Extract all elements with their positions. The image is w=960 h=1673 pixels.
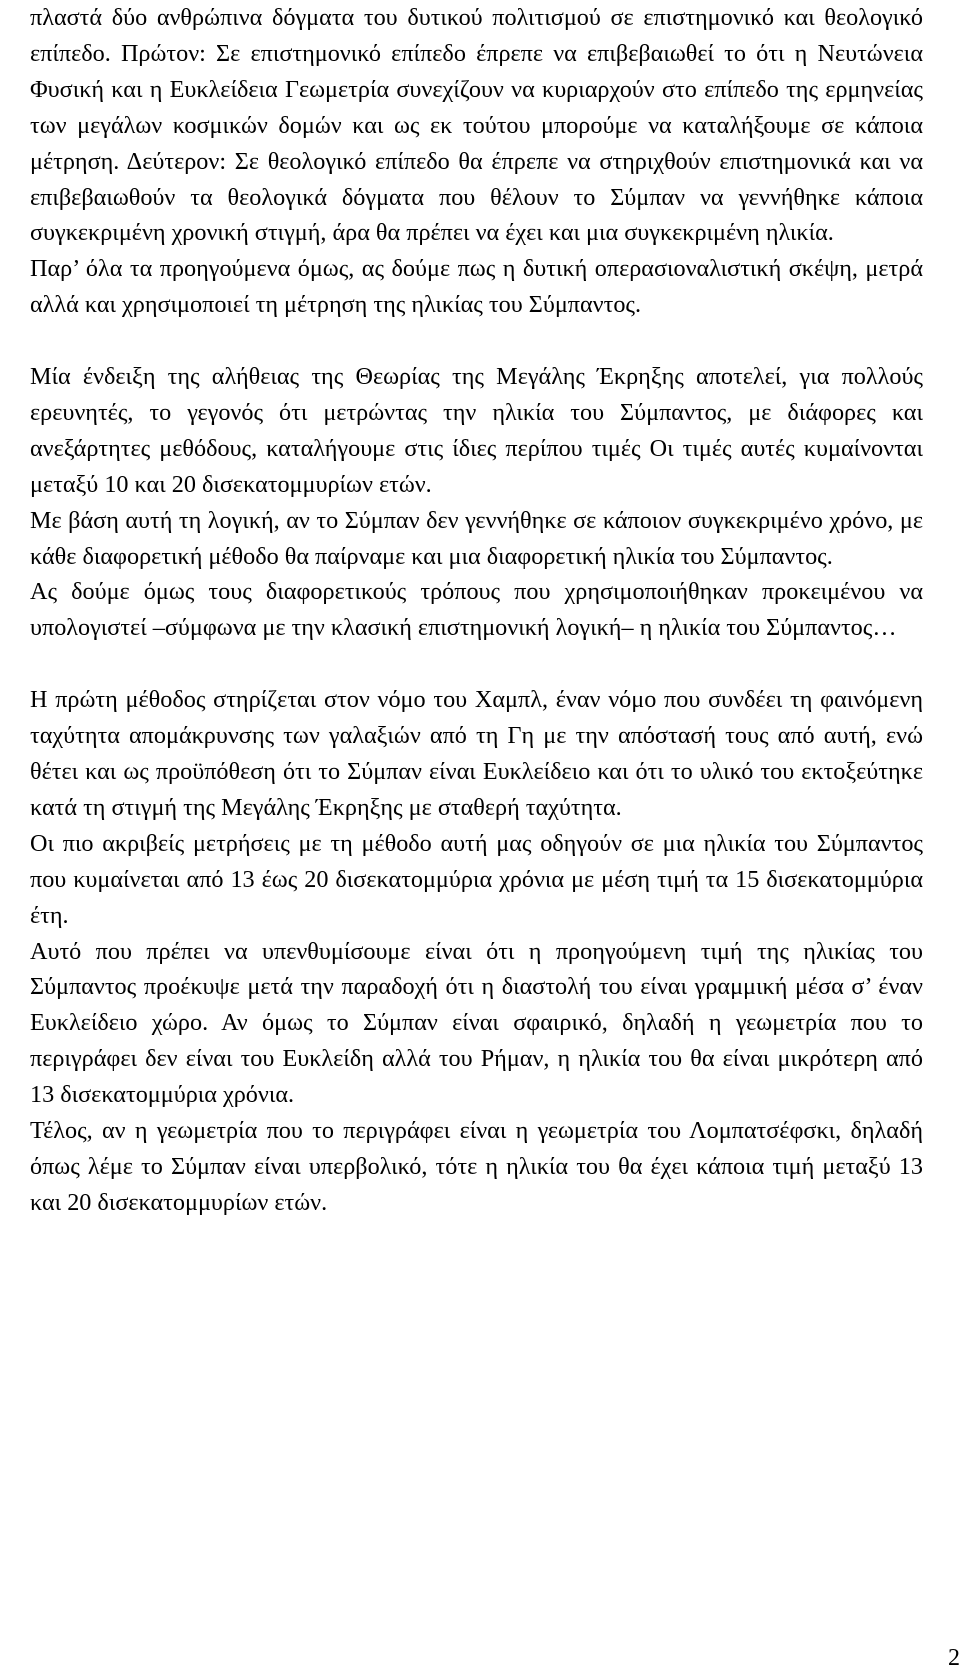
- page-number: 2: [948, 1645, 960, 1671]
- paragraph: Οι πιο ακριβείς μετρήσεις με τη μέθοδο αυτή μας οδηγούν σε μια ηλικία του Σύμπαντος που κυμαίνεται από 13 έως 20 δισεκατομμύρια χρόνια με μέση τιμή τα 15 δισεκατομμύρια έτη.: [30, 829, 923, 929]
- paragraph: Τέλος, αν η γεωμετρία που το περιγράφει είναι η γεωμετρία του Λομπατσέφσκι, δηλαδή όπως λέμε το Σύμπαν είναι υπερβολικό, τότε η ηλικία του θα έχει κάποια τιμή μεταξύ 13 και 20 δισεκατομμυρίων ετών.: [30, 1117, 923, 1216]
- document-body: [30, 0, 923, 1221]
- paragraph: Η πρώτη μέθοδος στηρίζεται στον νόμο του Χαμπλ, έναν νόμο που συνδέει τη φαινόμενη ταχύτητα απομάκρυνσης των γαλαξιών από τη Γη με την απόστασή τους από αυτή, ενώ θέτει και ως προϋπόθεση ότι το Σύμπαν είναι Ευκλείδειο και ότι το υλικό του εκτοξεύτηκε κατά τη στιγμή της Μεγάλης Έκρηξης με σταθερή ταχύτητα.: [30, 686, 923, 821]
- paragraph: Με βάση αυτή τη λογική, αν το Σύμπαν δεν γεννήθηκε σε κάποιον συγκεκριμένο χρόνο, με κάθε διαφορετική μέθοδο θα παίρναμε και μια διαφορετική ηλικία του Σύμπαντος.: [30, 506, 923, 570]
- paragraph: πλαστά δύο ανθρώπινα δόγματα του δυτικού πολιτισμού σε επιστημονικό και θεολογικό επίπεδο. Πρώτον: Σε επιστημονικό επίπεδο έπρεπε να επιβεβαιωθεί το ότι η Νευτώνεια Φυσική και η Ευκλείδεια Γεωμετρία συνεχίζουν να κυριαρχούν στο επίπεδο της ερμηνείας των μεγάλων κοσμικών δομών και ως εκ τούτου μπορούμε να καταλήξουμε σε κάποια μέτρηση. Δεύτερον: Σε θεολογικό επίπεδο θα έπρεπε να στηριχθούν επιστημονικά και να επιβεβαιωθούν τα θεολογικά δόγματα που θέλουν το Σύμπαν να γεννήθηκε κάποια συγκεκριμένη χρονική στιγμή, άρα θα πρέπει να έχει και μια συγκεκριμένη ηλικία.: [30, 4, 923, 247]
- paragraph: Αυτό που πρέπει να υπενθυμίσουμε είναι ότι η προηγούμενη τιμή της ηλικίας του Σύμπαντος προέκυψε μετά την παραδοχή ότι η διαστολή του είναι γραμμική μέσα σ’ έναν Ευκλείδειο χώρο. Αν όμως το Σύμπαν είναι σφαιρικό, δηλαδή η γεωμετρία που το περιγράφει δεν είναι του Ευκλείδη αλλά του Ρήμαν, η ηλικία του θα είναι μικρότερη από 13 δισεκατομμύρια χρόνια.: [30, 937, 923, 1109]
- paragraph: Ας δούμε όμως τους διαφορετικούς τρόπους που χρησιμοποιήθηκαν προκειμένου να υπολογιστεί –σύμφωνα με την κλασική επιστημονική λογική– η ηλικία του Σύμπαντος…: [30, 578, 923, 642]
- paragraph: Παρ’ όλα τα προηγούμενα όμως, ας δούμε πως η δυτική οπερασιοναλιστική σκέψη, μετρά αλλά και χρησιμοποιεί τη μέτρηση της ηλικίας του Σύμπαντος.: [30, 255, 923, 319]
- paragraph: Μία ένδειξη της αλήθειας της Θεωρίας της Μεγάλης Έκρηξης αποτελεί, για πολλούς ερευνητές, το γεγονός ότι μετρώντας την ηλικία του Σύμπαντος, με διάφορες και ανεξάρτητες μεθόδους, καταλήγουμε στις ίδιες περίπου τιμές Οι τιμές αυτές κυμαίνονται μεταξύ 10 και 20 δισεκατομμυρίων ετών.: [30, 363, 923, 498]
